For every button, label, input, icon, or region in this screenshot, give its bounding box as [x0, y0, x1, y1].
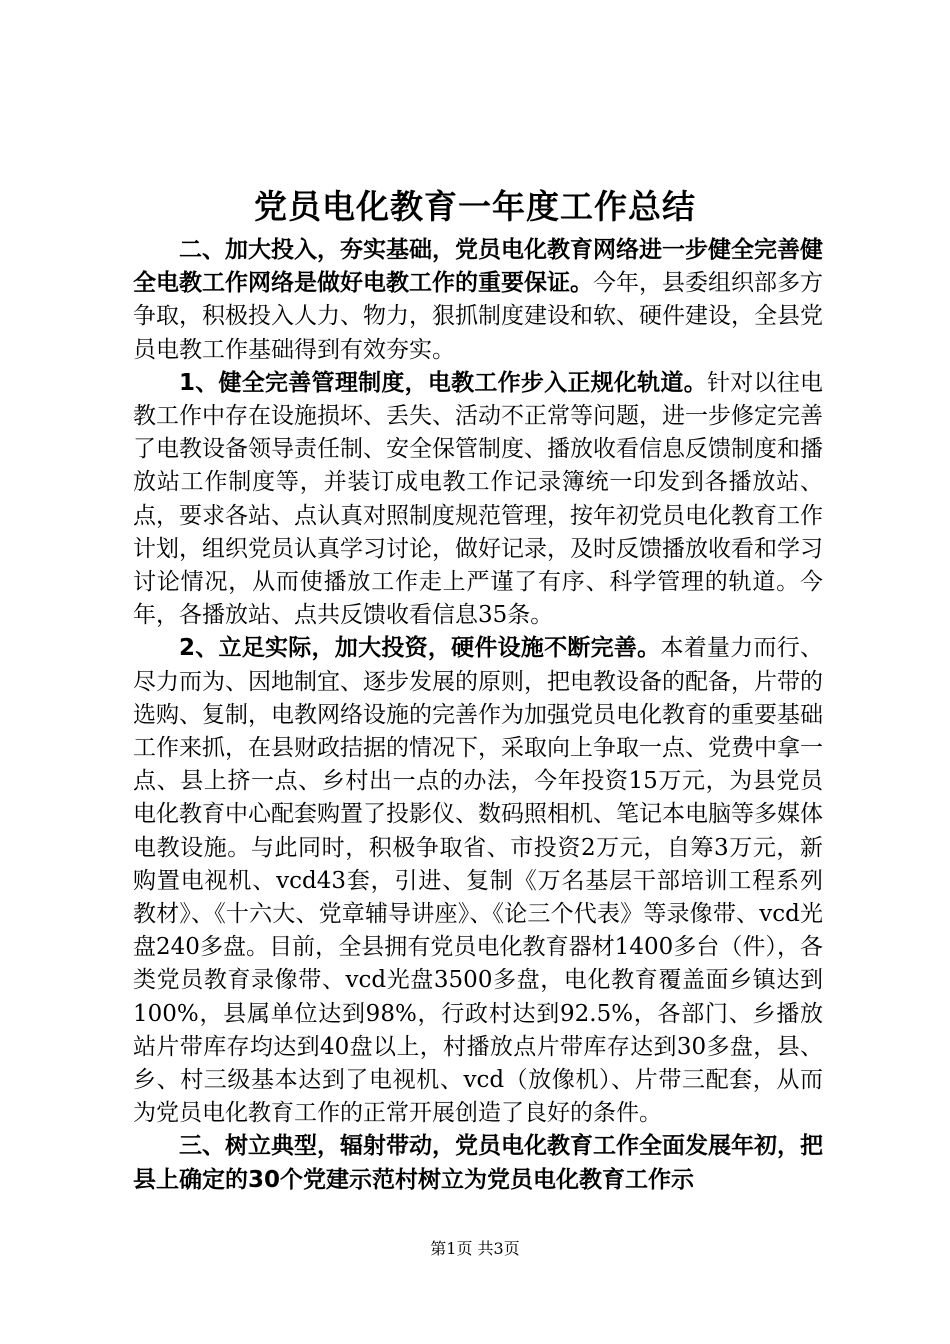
paragraph-management-system — [133, 367, 823, 633]
document-body — [133, 234, 823, 1197]
paragraph-heading: 三、树立典型，辐射带动，党员电化教育工作全面发展年初，把县上确定的30个党建示范村树立为党员电化教育工作示 — [133, 1133, 823, 1193]
paragraph-typical-example — [133, 1130, 823, 1196]
page-footer: 第1页 共3页 — [430, 1239, 520, 1258]
paragraph-text: 今年，县委组织部多方争取，积极投入人力、物力，狠抓制度建设和软、硬件建设，全县党员电教工作基础得到有效夯实。 — [133, 270, 823, 363]
paragraph-text: 本着量力而行、尽力而为、因地制宜、逐步发展的原则，把电教设备的配备，片带的选购、复制，电教网络设施的完善作为加强党员电化教育的重要基础工作来抓，在县财政拮据的情况下，采取向上争取一点、党费中拿一点、县上挤一点、乡村出一点的办法，今年投资15万元，为县党员电化教育中心配套购置了投影仪、数码照相机、笔记本电脑等多媒体电教设施。与此同时，积极争取省、市投资2万元，自筹3万元，新购置电视机、vcd43套，引进、复制《万名基层干部培训工程系列教材》、《十六大、党章辅导讲座》、《论三个代表》等录像带、vcd光盘240多盘。目前，全县拥有党员电化教育器材1400多台（件），各类党员教育录像带、vcd光盘3500多盘，电化教育覆盖面乡镇达到100%，县属单位达到98%，行政村达到92.5%，各部门、乡播放站片带库存均达到40盘以上，村播放点片带库存达到30多盘，县、乡、村三级基本达到了电视机、vcd（放像机）、片带三配套，从而为党员电化教育工作的正常开展创造了良好的条件。 — [133, 635, 823, 1127]
paragraph-text: 针对以往电教工作中存在设施损坏、丢失、活动不正常等问题，进一步修定完善了电教设备领导责任制、安全保管制度、播放收看信息反馈制度和播放站工作制度等，并装订成电教工作记录簿统一印发到各播放站、点，要求各站、点认真对照制度规范管理，按年初党员电化教育工作计划，组织党员认真学习讨论，做好记录，及时反馈播放收看和学习讨论情况，从而使播放工作走上严谨了有序、科学管理的轨道。今年，各播放站、点共反馈收看信息35条。 — [133, 369, 823, 629]
paragraph-heading: 1、健全完善管理制度，电教工作步入正规化轨道。 — [179, 369, 707, 396]
paragraph-heading: 二、加大投入，夯实基础，党员电化教育网络进一步健全完善健全电教工作网络是做好电教工作的重要保证。 — [133, 237, 823, 297]
document-title: 党员电化教育一年度工作总结 — [254, 187, 696, 226]
paragraph-investment — [133, 234, 823, 367]
paragraph-hardware — [133, 632, 823, 1130]
paragraph-heading: 2、立足实际，加大投资，硬件设施不断完善。 — [179, 635, 661, 662]
